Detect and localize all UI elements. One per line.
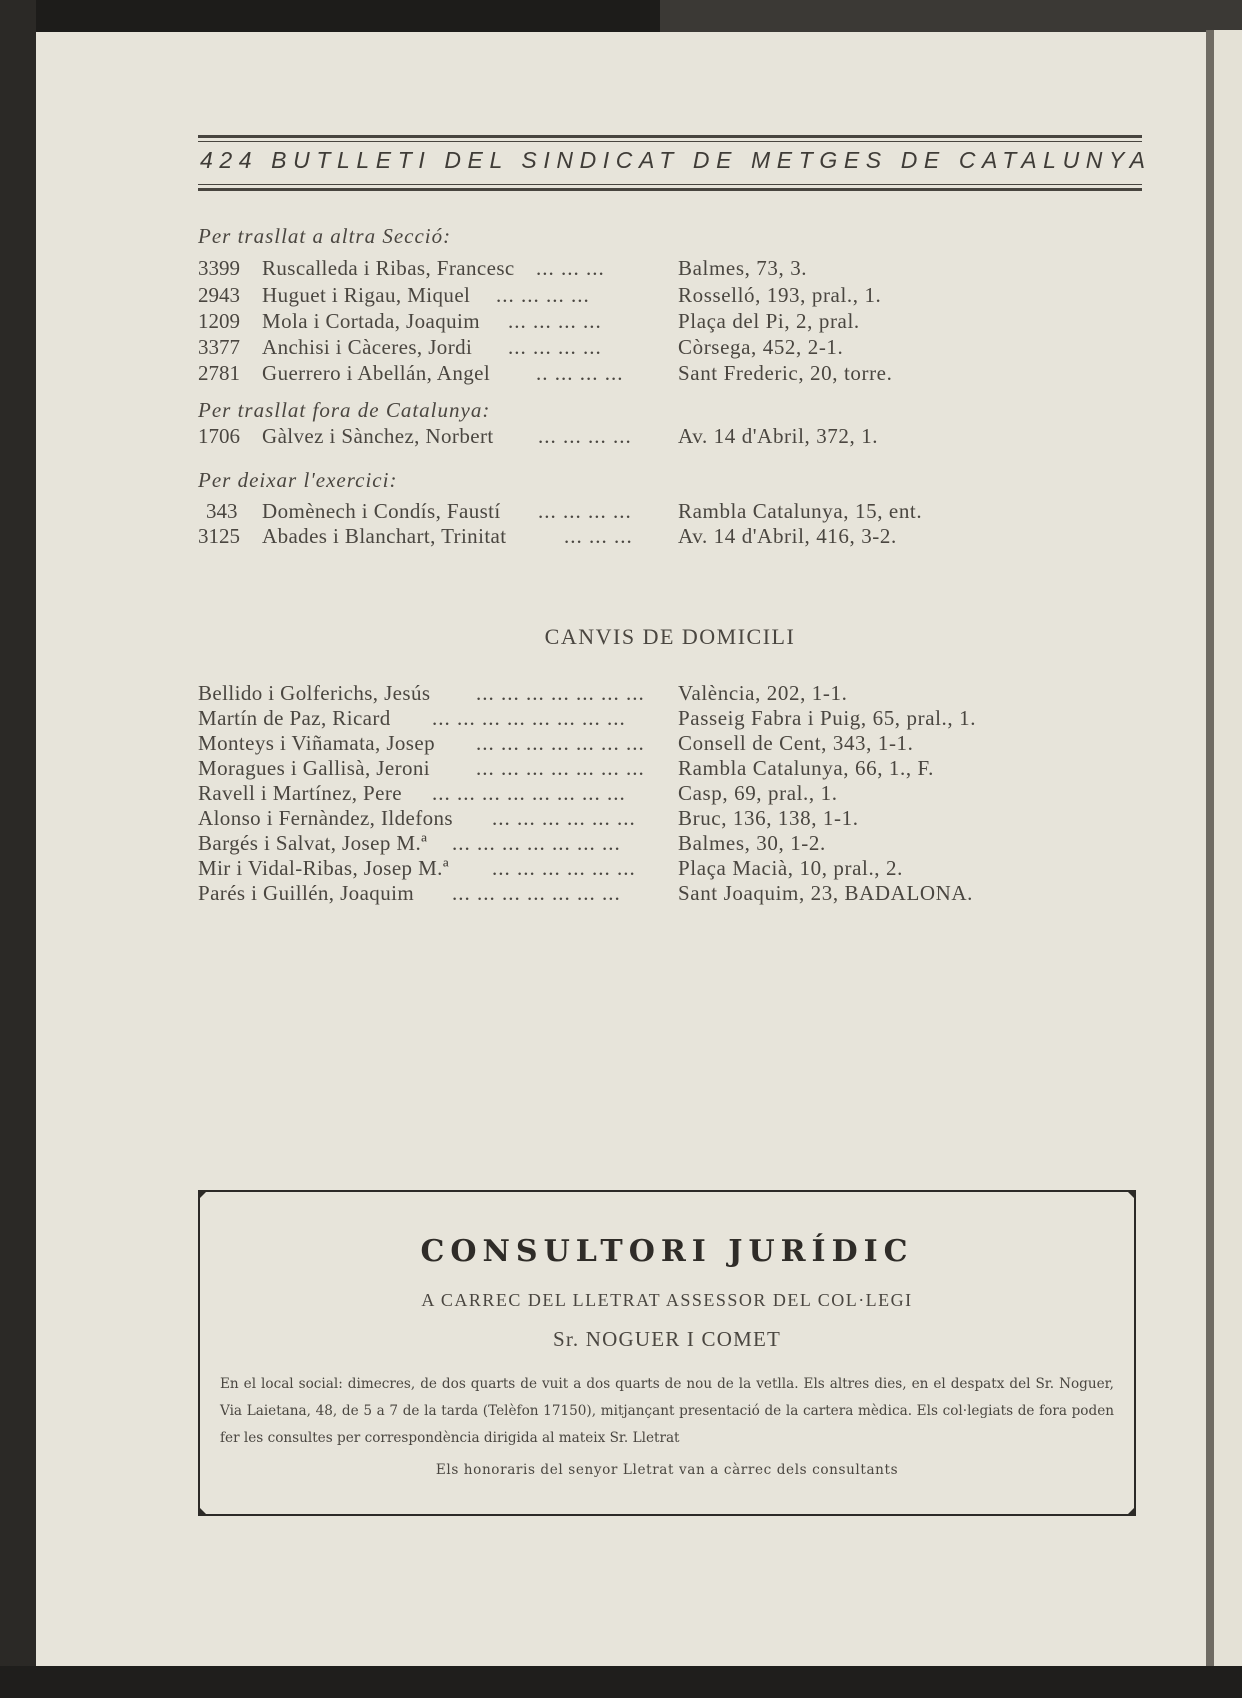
member-name: Abades i Blanchart, Trinitat [262, 524, 507, 548]
leader-dots: ... ... ... ... [496, 283, 590, 307]
leader-dots: ... ... ... ... ... ... ... [476, 681, 645, 705]
page-header [198, 135, 1152, 195]
leader-dots: ... ... ... [564, 524, 633, 548]
list-item [198, 309, 1058, 337]
section-label-trasllat-seccio: Per trasllat a altra Secció: [198, 224, 452, 248]
consultori-paragraph: En el local social: dimecres, de dos quarts de vuit a dos quarts de nou de la vetlla. Els altres dies, en el despatx del Sr. Noguer, Via Laietana, 48, de 5 a 7 de la tarda (Telèfon 17150), mitjançant presentació de la cartera mèdica. Els col·legiats de fora poden fer les consultes per correspondència dirigida al mateix Sr. Lletrat [220, 1376, 1114, 1446]
member-address: Plaça del Pi, 2, pral. [678, 309, 860, 333]
member-number: 3399 [198, 256, 240, 280]
scan-border-bottom [0, 1666, 1242, 1698]
member-address: Balmes, 73, 3. [678, 256, 808, 280]
consultori-lawyer-name: Sr. NOGUER I COMET [552, 1327, 782, 1351]
leader-dots: ... ... ... ... ... ... ... ... [432, 706, 626, 730]
member-name: Monteys i Viñamata, Josep [198, 731, 435, 755]
member-name: Guerrero i Abellán, Angel [262, 361, 491, 385]
member-name: Ravell i Martínez, Pere [198, 781, 402, 805]
member-address: Bruc, 136, 138, 1-1. [678, 806, 859, 830]
corner-ornament [1126, 1506, 1136, 1516]
list-item [198, 424, 1058, 452]
member-name: Alonso i Fernàndez, Ildefons [198, 806, 453, 830]
member-address: Sant Frederic, 20, torre. [678, 361, 893, 385]
consultori-footer: Els honoraris del senyor Lletrat van a càrrec dels consultants [435, 1462, 899, 1478]
member-name: Ruscalleda i Ribas, Francesc [262, 256, 515, 280]
member-address: Rambla Catalunya, 15, ent. [678, 499, 923, 523]
section-label-trasllat-fora: Per trasllat fora de Catalunya: [198, 398, 491, 422]
section-title-canvis: CANVIS DE DOMICILI [544, 624, 796, 649]
leader-dots: ... ... ... ... [538, 499, 632, 523]
leader-dots: ... ... ... ... ... ... ... [476, 756, 645, 780]
leader-dots: ... ... ... ... [508, 335, 602, 359]
box-border [198, 1190, 1136, 1192]
member-name: Gàlvez i Sànchez, Norbert [262, 424, 494, 448]
list-item [198, 499, 1058, 527]
list-item [198, 524, 1058, 552]
list-item [198, 831, 1058, 859]
member-number: 1209 [198, 309, 240, 333]
header-rule [198, 141, 1142, 142]
member-number: 3377 [198, 335, 240, 359]
consultori-box [198, 1190, 1136, 1516]
member-name: Parés i Guillén, Joaquim [198, 881, 415, 905]
leader-dots: .. ... ... ... [536, 361, 624, 385]
member-name: Domènech i Condís, Faustí [262, 499, 501, 523]
member-address: Sant Joaquim, 23, BADALONA. [678, 881, 974, 905]
scan-border-right [1206, 30, 1242, 1698]
scan-border-left [0, 0, 36, 1698]
list-item [198, 856, 1058, 884]
leader-dots: ... ... ... ... [508, 309, 602, 333]
member-address: Còrsega, 452, 2-1. [678, 335, 844, 359]
member-name: Bargés i Salvat, Josep M.ª [198, 831, 428, 855]
running-title: 424 BUTLLETI DEL SINDICAT DE METGES DE CATALUNYA [200, 147, 1152, 173]
member-name: Mir i Vidal-Ribas, Josep M.ª [198, 856, 450, 880]
member-name: Anchisi i Càceres, Jordi [262, 335, 473, 359]
member-name: Bellido i Golferichs, Jesús [198, 681, 431, 705]
leader-dots: ... ... ... ... ... ... ... [452, 831, 621, 855]
member-number: 1706 [198, 424, 240, 448]
list-item [198, 706, 1058, 734]
corner-ornament [198, 1190, 208, 1200]
member-address: Av. 14 d'Abril, 372, 1. [678, 424, 879, 448]
member-name: Martín de Paz, Ricard [198, 706, 391, 730]
member-address: Rambla Catalunya, 66, 1., F. [678, 756, 935, 780]
member-address: Rosselló, 193, pral., 1. [678, 283, 882, 307]
leader-dots: ... ... ... ... ... ... ... [452, 881, 621, 905]
member-number: 343 [206, 499, 238, 523]
member-number: 3125 [198, 524, 240, 548]
member-address: Av. 14 d'Abril, 416, 3-2. [678, 524, 897, 548]
member-name: Huguet i Rigau, Miquel [262, 283, 471, 307]
list-item [198, 881, 1058, 909]
member-address: Plaça Macià, 10, pral., 2. [678, 856, 903, 880]
leader-dots: ... ... ... ... ... ... [492, 856, 636, 880]
list-item [198, 806, 1058, 834]
scan-border-top [0, 0, 1242, 34]
member-number: 2781 [198, 361, 240, 385]
leader-dots: ... ... ... ... [538, 424, 632, 448]
list-item [198, 681, 1058, 709]
corner-ornament [1126, 1190, 1136, 1200]
section-label-deixar-exercici: Per deixar l'exercici: [198, 468, 398, 492]
member-number: 2943 [198, 283, 240, 307]
leader-dots: ... ... ... [536, 256, 605, 280]
header-rule [198, 184, 1142, 185]
header-rule [198, 188, 1142, 191]
member-address: Consell de Cent, 343, 1-1. [678, 731, 914, 755]
member-address: València, 202, 1-1. [678, 681, 848, 705]
header-rule [198, 135, 1142, 138]
list-item [198, 335, 1058, 363]
consultori-title: CONSULTORI JURÍDIC [420, 1234, 914, 1269]
list-item [198, 731, 1058, 759]
member-address: Passeig Fabra i Puig, 65, pral., 1. [678, 706, 977, 730]
list-item [198, 256, 1058, 284]
leader-dots: ... ... ... ... ... ... ... ... [432, 781, 626, 805]
consultori-subtitle: A CARREC DEL LLETRAT ASSESSOR DEL COL·LEGI [421, 1290, 913, 1310]
member-name: Mola i Cortada, Joaquim [262, 309, 481, 333]
member-address: Balmes, 30, 1-2. [678, 831, 826, 855]
leader-dots: ... ... ... ... ... ... ... [476, 731, 645, 755]
list-item [198, 361, 1058, 389]
list-item [198, 283, 1058, 311]
member-name: Moragues i Gallisà, Jeroni [198, 756, 431, 780]
box-border [198, 1514, 1136, 1516]
list-item [198, 781, 1058, 809]
leader-dots: ... ... ... ... ... ... [492, 806, 636, 830]
list-item [198, 756, 1058, 784]
corner-ornament [198, 1506, 208, 1516]
member-address: Casp, 69, pral., 1. [678, 781, 838, 805]
